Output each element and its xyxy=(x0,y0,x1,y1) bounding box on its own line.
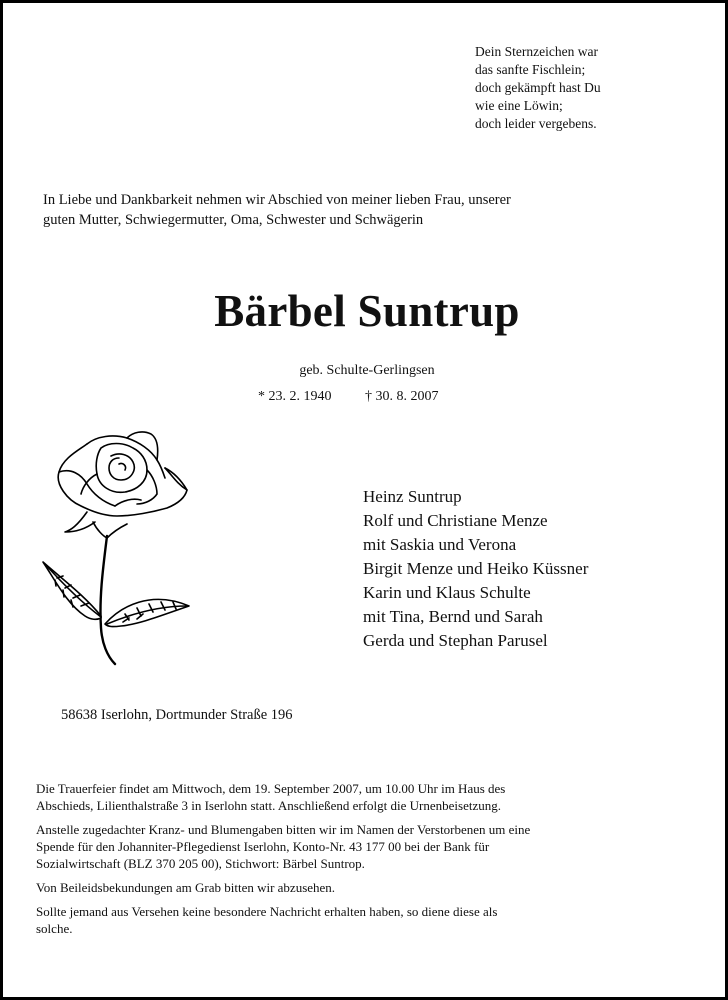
poem-line: wie eine Löwin; xyxy=(475,98,563,113)
mourner-line: Karin und Klaus Schulte xyxy=(363,583,531,602)
mourner-line: Gerda und Stephan Parusel xyxy=(363,631,548,650)
mourner-line: mit Saskia und Verona xyxy=(363,535,517,554)
poem-line: doch gekämpft hast Du xyxy=(475,80,601,95)
note-line: Spende für den Johanniter-Pflegedienst Iserlohn, Konto-Nr. 43 177 00 bei der Bank für xyxy=(36,839,490,854)
poem xyxy=(475,43,705,133)
note-line: Von Beileidsbekundungen am Grab bitten wir abzusehen. xyxy=(36,880,336,895)
mourner-line: Birgit Menze und Heiko Küssner xyxy=(363,559,589,578)
poem-line: das sanfte Fischlein; xyxy=(475,62,586,77)
deceased-name: Bärbel Suntrup xyxy=(214,286,520,336)
mourner-line: mit Tina, Bernd und Sarah xyxy=(363,607,543,626)
poem-line: Dein Sternzeichen war xyxy=(475,44,598,59)
mourners-list xyxy=(363,485,588,653)
note-donation xyxy=(36,821,696,872)
note-condolences xyxy=(36,879,696,896)
note-line: Anstelle zugedachter Kranz- und Blumengaben bitten wir im Namen der Verstorbenen um eine xyxy=(36,822,531,837)
mourner-line: Rolf und Christiane Menze xyxy=(363,511,548,530)
note-funeral xyxy=(36,780,696,814)
note-line: Die Trauerfeier findet am Mittwoch, dem 19. September 2007, um 10.00 Uhr im Haus des xyxy=(36,781,506,796)
poem-line: doch leider vergebens. xyxy=(475,116,597,131)
notes xyxy=(36,780,696,944)
mourner-line: Heinz Suntrup xyxy=(363,487,462,506)
intro-text xyxy=(43,190,703,230)
note-line: Sozialwirtschaft (BLZ 370 205 00), Stichwort: Bärbel Suntrop. xyxy=(36,856,365,871)
life-dates xyxy=(258,389,439,405)
address: 58638 Iserlohn, Dortmunder Straße 196 xyxy=(61,707,293,723)
note-notification xyxy=(36,903,696,937)
note-line: solche. xyxy=(36,921,73,936)
intro-line: guten Mutter, Schwiegermutter, Oma, Schwester und Schwägerin xyxy=(43,212,424,228)
birth-date: * 23. 2. 1940 xyxy=(258,389,332,404)
note-line: Abschieds, Lilienthalstraße 3 in Iserlohn statt. Anschließend erfolgt die Urnenbeisetzung. xyxy=(36,798,501,813)
note-line: Sollte jemand aus Versehen keine besondere Nachricht erhalten haben, so diene diese als xyxy=(36,904,498,919)
death-date: † 30. 8. 2007 xyxy=(365,389,439,404)
intro-line: In Liebe und Dankbarkeit nehmen wir Abschied von meiner lieben Frau, unserer xyxy=(43,192,511,208)
birth-name: geb. Schulte-Gerlingsen xyxy=(299,363,435,378)
rose-illustration xyxy=(41,428,193,668)
